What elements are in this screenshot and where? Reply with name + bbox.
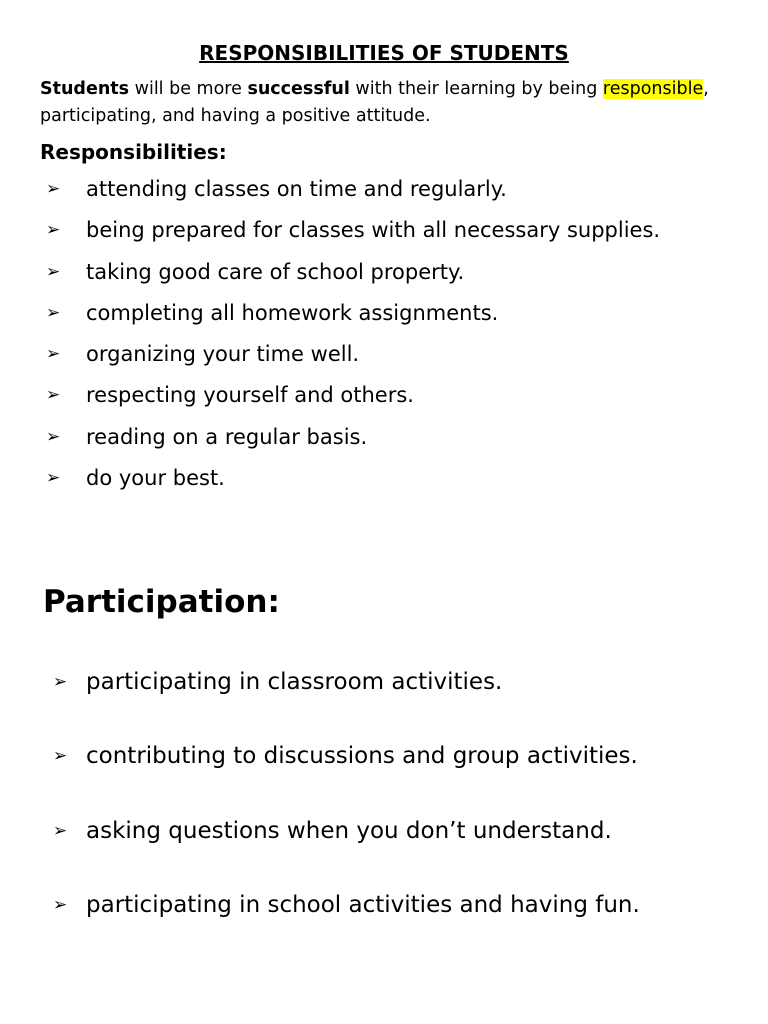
list-item bbox=[40, 736, 760, 810]
list-item bbox=[40, 211, 760, 252]
list-item bbox=[40, 335, 760, 376]
list-item-text: do your best. bbox=[86, 466, 225, 491]
list-item bbox=[40, 459, 760, 500]
intro-text-3: , participating, and having a positive attitude. bbox=[40, 79, 709, 126]
list-item-text: asking questions when you don’t understand. bbox=[86, 817, 612, 844]
list-item-text: reading on a regular basis. bbox=[86, 424, 368, 449]
arrow-bullet-icon: ➢ bbox=[46, 468, 61, 489]
participation-heading: Participation: bbox=[43, 584, 280, 620]
arrow-bullet-icon: ➢ bbox=[53, 894, 68, 915]
list-item bbox=[40, 294, 760, 335]
list-item-text: organizing your time well. bbox=[86, 342, 360, 367]
list-item-text: contributing to discussions and group activities. bbox=[86, 743, 638, 770]
list-item-text: taking good care of school property. bbox=[86, 259, 465, 284]
intro-text-2: with their learning by being bbox=[349, 79, 603, 99]
list-item bbox=[40, 418, 760, 459]
arrow-bullet-icon: ➢ bbox=[46, 220, 61, 241]
arrow-bullet-icon: ➢ bbox=[46, 385, 61, 406]
list-item bbox=[40, 811, 760, 885]
list-item bbox=[40, 662, 760, 736]
list-item bbox=[40, 376, 760, 417]
arrow-bullet-icon: ➢ bbox=[46, 179, 61, 199]
list-item-text: attending classes on time and regularly. bbox=[86, 177, 507, 201]
arrow-bullet-icon: ➢ bbox=[53, 820, 68, 841]
participation-list bbox=[40, 662, 760, 959]
list-item-text: respecting yourself and others. bbox=[86, 383, 414, 408]
document-title: RESPONSIBILITIES OF STUDENTS bbox=[199, 41, 569, 65]
arrow-bullet-icon: ➢ bbox=[46, 344, 61, 365]
list-item-text: participating in classroom activities. bbox=[86, 669, 503, 695]
responsibilities-heading: Responsibilities: bbox=[40, 140, 227, 164]
intro-bold-successful: successful bbox=[247, 79, 350, 99]
list-item bbox=[40, 170, 760, 211]
list-item bbox=[40, 885, 760, 959]
list-item bbox=[40, 253, 760, 294]
arrow-bullet-icon: ➢ bbox=[46, 302, 61, 323]
arrow-bullet-icon: ➢ bbox=[46, 261, 61, 282]
list-item-text: completing all homework assignments. bbox=[86, 300, 499, 325]
intro-text-1: will be more bbox=[129, 79, 248, 99]
list-item-text: participating in school activities and having fun. bbox=[86, 891, 640, 918]
intro-paragraph bbox=[40, 76, 740, 130]
arrow-bullet-icon: ➢ bbox=[46, 426, 61, 447]
arrow-bullet-icon: ➢ bbox=[53, 672, 68, 692]
intro-bold-students: Students bbox=[40, 79, 130, 99]
responsibilities-list bbox=[40, 170, 760, 500]
arrow-bullet-icon: ➢ bbox=[53, 746, 68, 767]
intro-highlight-responsible: responsible bbox=[602, 79, 704, 99]
list-item-text: being prepared for classes with all necessary supplies. bbox=[86, 218, 661, 243]
